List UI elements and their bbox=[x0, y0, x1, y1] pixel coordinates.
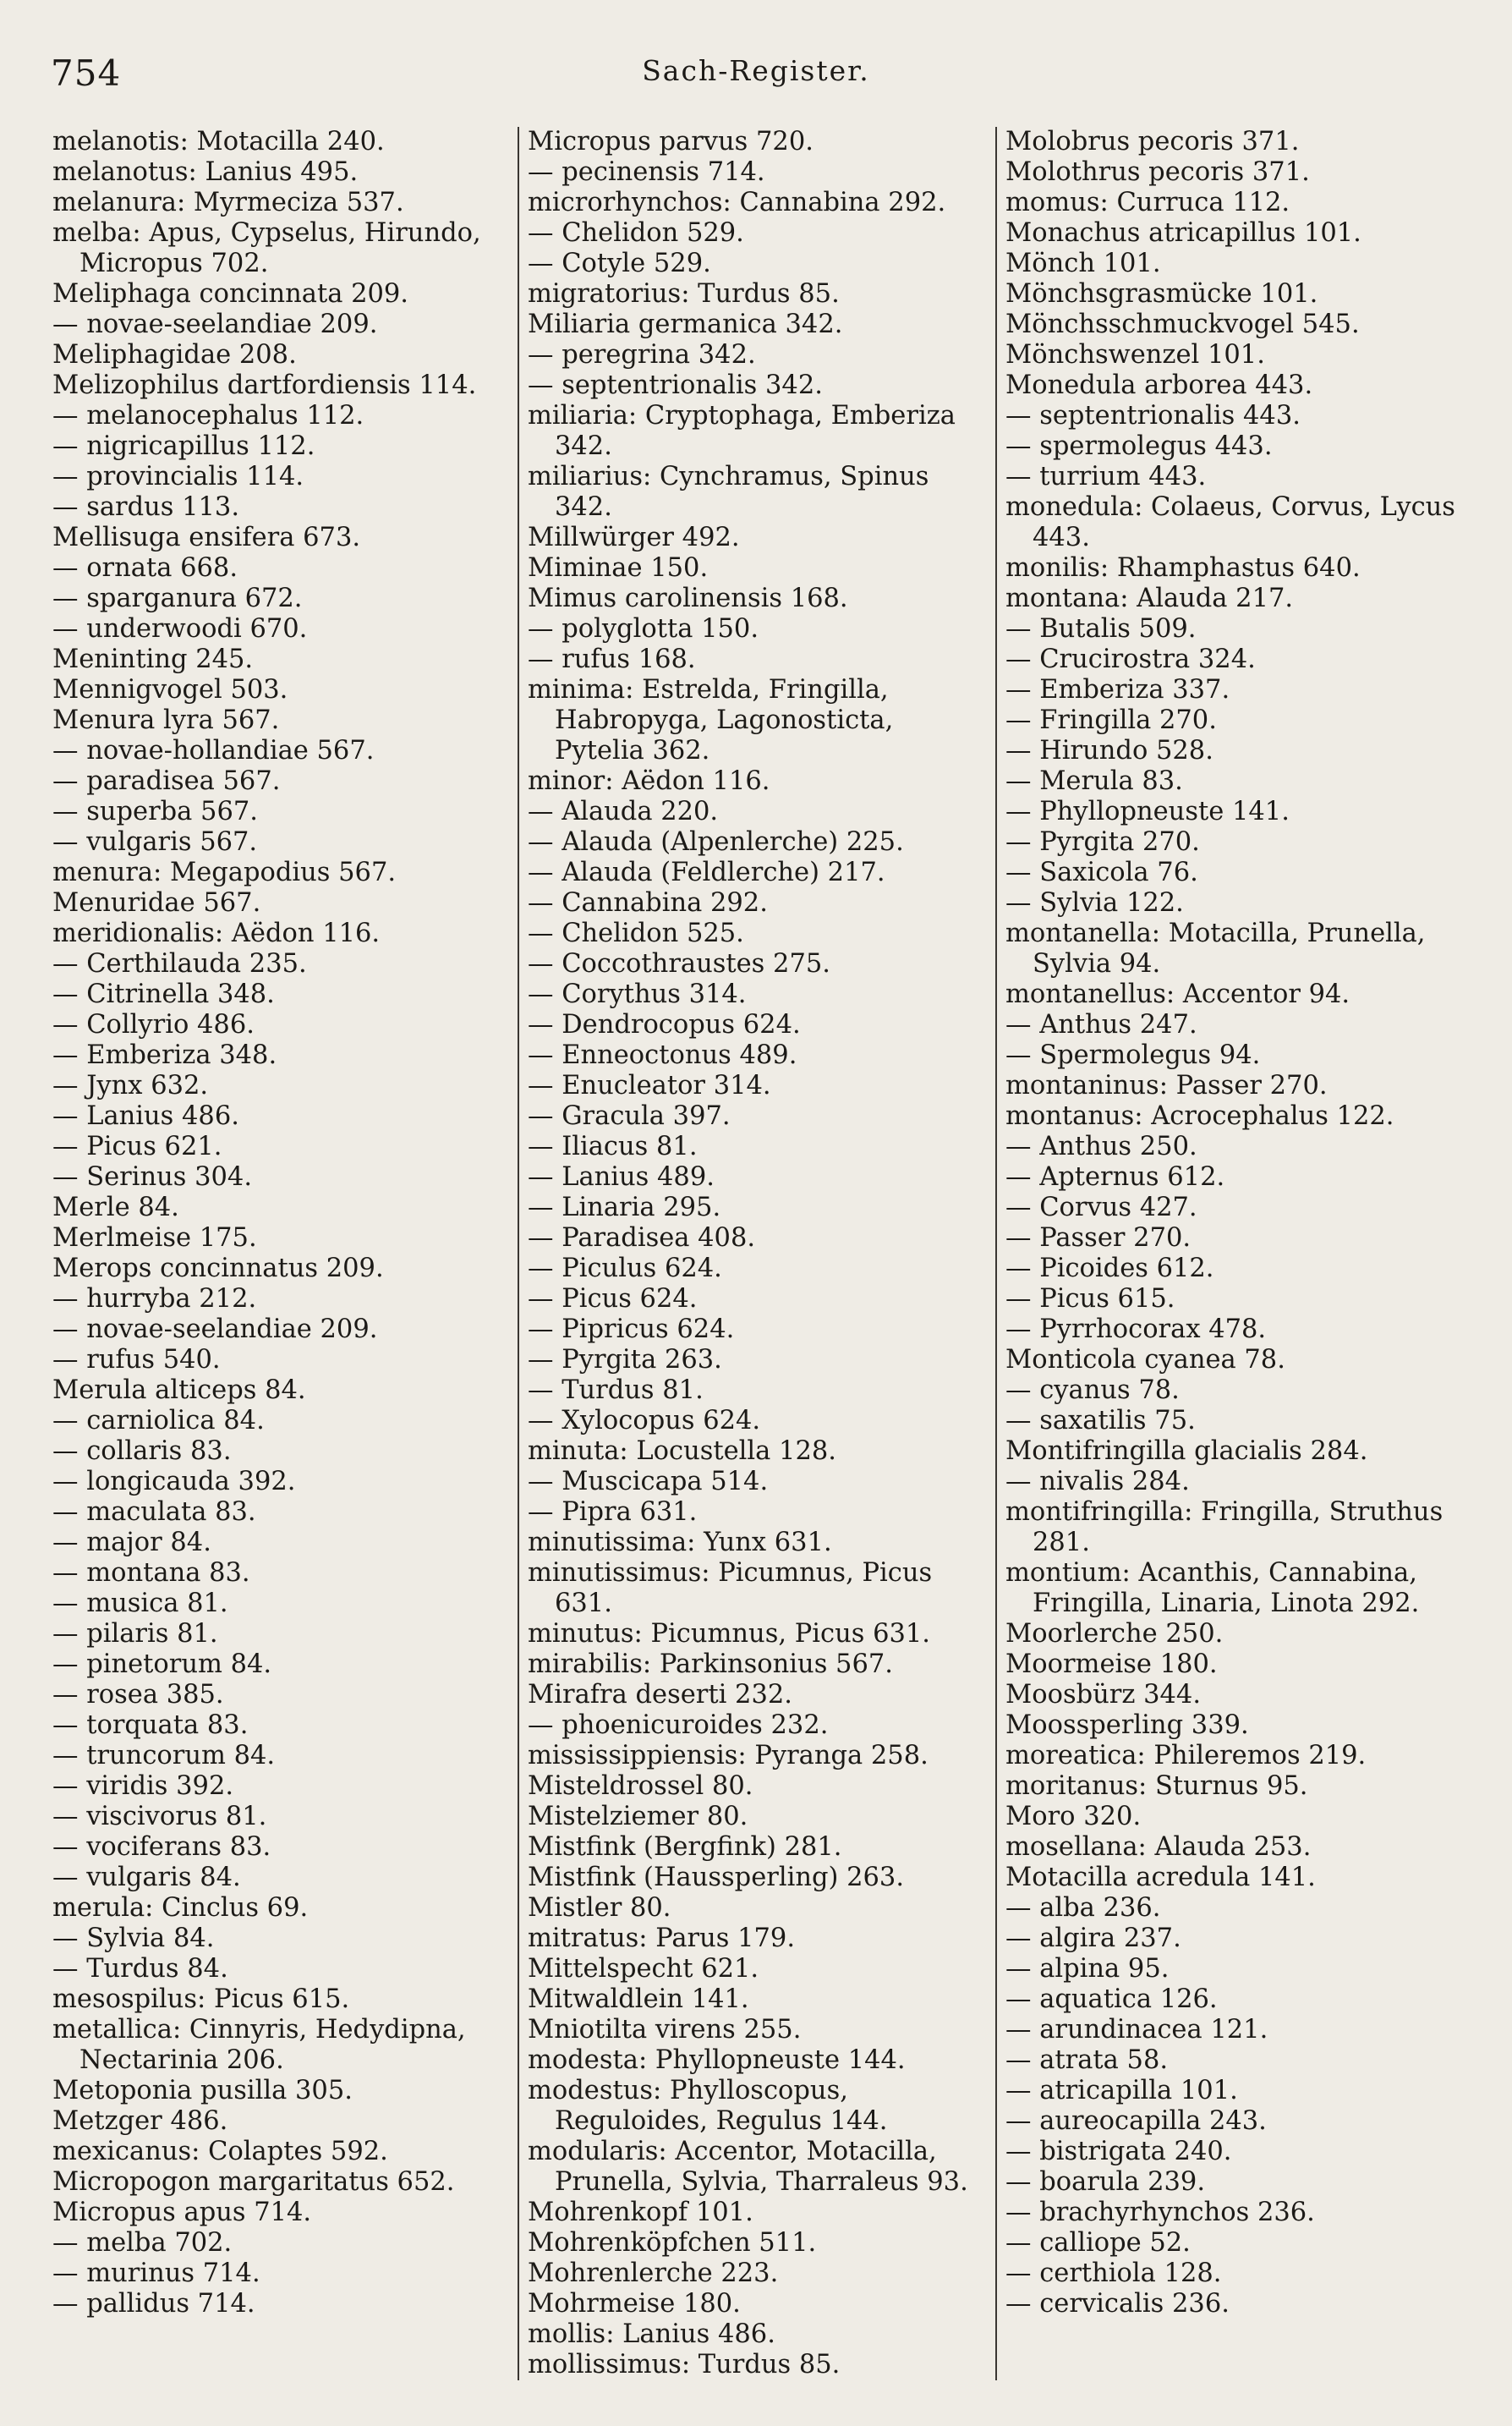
index-entry: — Pipricus 624. bbox=[528, 1315, 735, 1344]
page-number: 754 bbox=[51, 52, 122, 94]
index-entry: montanellus: Accentor 94. bbox=[1005, 980, 1350, 1009]
index-entry: — Spermolegus 94. bbox=[1005, 1040, 1261, 1070]
index-entry: minutissima: Yunx 631. bbox=[528, 1528, 832, 1557]
index-entry: — Enucleator 314. bbox=[528, 1071, 771, 1100]
index-entry: migratorius: Turdus 85. bbox=[528, 279, 840, 309]
index-entry: montanella: Motacilla, Prunella, Sylvia 94. bbox=[1005, 919, 1426, 979]
index-entry: — Emberiza 337. bbox=[1005, 675, 1230, 705]
index-entry: Monedula arborea 443. bbox=[1005, 370, 1313, 400]
index-entry: mexicanus: Colaptes 592. bbox=[52, 2137, 388, 2166]
index-entry: — Xylocopus 624. bbox=[528, 1406, 761, 1435]
index-entry: Meninting 245. bbox=[52, 645, 254, 674]
index-entry: Mistfink (Bergfink) 281. bbox=[528, 1832, 842, 1862]
index-entry: mollissimus: Turdus 85. bbox=[528, 2350, 841, 2379]
index-entry: Montifringilla glacialis 284. bbox=[1005, 1436, 1368, 1466]
index-entry: meridionalis: Aëdon 116. bbox=[52, 919, 381, 948]
index-entry: — Lanius 489. bbox=[528, 1162, 715, 1192]
index-entry: — musica 81. bbox=[52, 1589, 228, 1618]
index-entry: minima: Estrelda, Fringilla, Habropyga, Lagonosticta, Pytelia 362. bbox=[528, 675, 894, 766]
index-entry: Moro 320. bbox=[1005, 1802, 1142, 1831]
index-entry: modestus: Phylloscopus, Reguloides, Regulus 144. bbox=[528, 2076, 888, 2136]
index-entry: — rufus 540. bbox=[52, 1345, 221, 1375]
index-entry: Merops concinnatus 209. bbox=[52, 1254, 384, 1283]
index-entry: — Alauda (Feldlerche) 217. bbox=[528, 858, 885, 887]
index-entry: — Alauda (Alpenlerche) 225. bbox=[528, 827, 904, 857]
index-entry: — carniolica 84. bbox=[52, 1406, 265, 1435]
index-entry: — boarula 239. bbox=[1005, 2167, 1206, 2197]
index-column-1 bbox=[52, 127, 518, 2380]
index-entry: — paradisea 567. bbox=[52, 766, 281, 796]
index-entry: — Picus 615. bbox=[1005, 1284, 1175, 1314]
index-entry: — novae-hollandiae 567. bbox=[52, 736, 375, 766]
index-entry: — Corvus 427. bbox=[1005, 1193, 1197, 1222]
register-columns bbox=[52, 127, 1473, 2380]
index-entry: — Coccothraustes 275. bbox=[528, 949, 830, 979]
index-entry: — longicauda 392. bbox=[52, 1467, 296, 1496]
index-entry: Micropus apus 714. bbox=[52, 2198, 312, 2227]
index-entry: Mniotilta virens 255. bbox=[528, 2015, 802, 2045]
index-entry: — Picus 624. bbox=[528, 1284, 698, 1314]
index-entry: — saxatilis 75. bbox=[1005, 1406, 1196, 1435]
index-entry: — Crucirostra 324. bbox=[1005, 645, 1256, 674]
index-entry: Metoponia pusilla 305. bbox=[52, 2076, 353, 2105]
index-entry: Melizophilus dartfordiensis 114. bbox=[52, 370, 477, 400]
index-entry: — Piculus 624. bbox=[528, 1254, 722, 1283]
index-entry: Mohrenkopf 101. bbox=[528, 2198, 753, 2227]
index-entry: — pilaris 81. bbox=[52, 1619, 218, 1649]
index-entry: — Pyrgita 263. bbox=[528, 1345, 722, 1375]
index-entry: Moosbürz 344. bbox=[1005, 1680, 1202, 1710]
index-entry: Monticola cyanea 78. bbox=[1005, 1345, 1285, 1375]
index-entry: — Anthus 250. bbox=[1005, 1132, 1197, 1161]
index-entry: — viscivorus 81. bbox=[52, 1802, 267, 1831]
index-entry: montium: Acanthis, Cannabina, Fringilla, Linaria, Linota 292. bbox=[1005, 1558, 1420, 1618]
index-entry: — Sylvia 84. bbox=[52, 1924, 215, 1953]
index-entry: Metzger 486. bbox=[52, 2106, 228, 2136]
index-entry: Moossperling 339. bbox=[1005, 1710, 1249, 1740]
index-entry: momus: Curruca 112. bbox=[1005, 188, 1290, 217]
index-entry: — Cannabina 292. bbox=[528, 888, 768, 918]
index-entry: modesta: Phyllopneuste 144. bbox=[528, 2045, 906, 2075]
index-entry: Molothrus pecoris 371. bbox=[1005, 157, 1310, 187]
index-entry: melanotis: Motacilla 240. bbox=[52, 127, 385, 156]
index-entry: — nivalis 284. bbox=[1005, 1467, 1190, 1496]
index-entry: Motacilla acredula 141. bbox=[1005, 1863, 1316, 1892]
index-entry: Mistelziemer 80. bbox=[528, 1802, 748, 1831]
index-entry: — torquata 83. bbox=[52, 1710, 249, 1740]
index-entry: minutissimus: Picumnus, Picus 631. bbox=[528, 1558, 933, 1618]
index-entry: — alba 236. bbox=[1005, 1893, 1161, 1923]
index-entry: — Anthus 247. bbox=[1005, 1010, 1197, 1040]
index-entry: montifringilla: Fringilla, Struthus 281. bbox=[1005, 1497, 1444, 1557]
index-entry: moreatica: Phileremos 219. bbox=[1005, 1741, 1367, 1770]
index-entry: — melanocephalus 112. bbox=[52, 401, 364, 431]
index-entry: Mönchsschmuckvogel 545. bbox=[1005, 310, 1360, 339]
index-entry: — truncorum 84. bbox=[52, 1741, 276, 1770]
index-entry: — alpina 95. bbox=[1005, 1954, 1170, 1984]
index-entry: — Saxicola 76. bbox=[1005, 858, 1198, 887]
index-entry: — Butalis 509. bbox=[1005, 614, 1197, 644]
index-entry: — spermolegus 443. bbox=[1005, 431, 1273, 461]
index-entry: Mittelspecht 621. bbox=[528, 1954, 759, 1984]
index-entry: Mohrenköpfchen 511. bbox=[528, 2228, 817, 2258]
index-entry: Moorlerche 250. bbox=[1005, 1619, 1224, 1649]
index-entry: — atrata 58. bbox=[1005, 2045, 1169, 2075]
index-entry: miliarius: Cynchramus, Spinus 342. bbox=[528, 462, 929, 522]
index-entry: — arundinacea 121. bbox=[1005, 2015, 1268, 2045]
index-entry: — major 84. bbox=[52, 1528, 211, 1557]
index-entry: — brachyrhynchos 236. bbox=[1005, 2198, 1315, 2227]
index-entry: — Cotyle 529. bbox=[528, 249, 711, 278]
index-entry: — Citrinella 348. bbox=[52, 980, 275, 1009]
index-entry: monedula: Colaeus, Corvus, Lycus 443. bbox=[1005, 492, 1455, 552]
index-entry: monilis: Rhamphastus 640. bbox=[1005, 553, 1361, 583]
index-entry: Mellisuga ensifera 673. bbox=[52, 523, 361, 552]
index-entry: — provincialis 114. bbox=[52, 462, 304, 491]
index-entry: — aureocapilla 243. bbox=[1005, 2106, 1267, 2136]
index-entry: — Pyrgita 270. bbox=[1005, 827, 1200, 857]
index-entry: melanotus: Lanius 495. bbox=[52, 157, 359, 187]
index-entry: Meliphaga concinnata 209. bbox=[52, 279, 408, 309]
index-entry: — Hirundo 528. bbox=[1005, 736, 1213, 766]
index-entry: — Pipra 631. bbox=[528, 1497, 698, 1527]
index-entry: — Phyllopneuste 141. bbox=[1005, 797, 1290, 826]
index-entry: Molobrus pecoris 371. bbox=[1005, 127, 1300, 156]
index-entry: — calliope 52. bbox=[1005, 2228, 1191, 2258]
index-column-2 bbox=[518, 127, 995, 2380]
index-entry: — Paradisea 408. bbox=[528, 1223, 756, 1253]
index-entry: — Pyrrhocorax 478. bbox=[1005, 1315, 1267, 1344]
index-entry: — polyglotta 150. bbox=[528, 614, 759, 644]
index-entry: — pinetorum 84. bbox=[52, 1649, 272, 1679]
index-entry: — Chelidon 529. bbox=[528, 218, 744, 248]
index-entry: Mimus carolinensis 168. bbox=[528, 584, 848, 613]
index-entry: — Enneoctonus 489. bbox=[528, 1040, 797, 1070]
index-entry: — Certhilauda 235. bbox=[52, 949, 307, 979]
index-entry: Misteldrossel 80. bbox=[528, 1771, 753, 1801]
index-entry: — aquatica 126. bbox=[1005, 1984, 1218, 2014]
index-entry: — Gracula 397. bbox=[528, 1101, 731, 1131]
index-entry: — collaris 83. bbox=[52, 1436, 232, 1466]
index-entry: — sardus 113. bbox=[52, 492, 240, 522]
index-entry: montanus: Acrocephalus 122. bbox=[1005, 1101, 1394, 1131]
index-entry: — Turdus 81. bbox=[528, 1375, 704, 1405]
index-entry: — septentrionalis 443. bbox=[1005, 401, 1301, 431]
index-entry: Moormeise 180. bbox=[1005, 1649, 1218, 1679]
index-entry: — nigricapillus 112. bbox=[52, 431, 315, 461]
index-entry: — underwoodi 670. bbox=[52, 614, 308, 644]
index-entry: — peregrina 342. bbox=[528, 340, 756, 370]
index-entry: — melba 702. bbox=[52, 2228, 233, 2258]
index-entry: Menura lyra 567. bbox=[52, 705, 280, 735]
index-entry: — pallidus 714. bbox=[52, 2289, 255, 2319]
index-entry: — Dendrocopus 624. bbox=[528, 1010, 801, 1040]
index-entry: moritanus: Sturnus 95. bbox=[1005, 1771, 1308, 1801]
index-entry: Millwürger 492. bbox=[528, 523, 740, 552]
index-entry: Miliaria germanica 342. bbox=[528, 310, 843, 339]
index-entry: — Merula 83. bbox=[1005, 766, 1183, 796]
index-entry: Mistler 80. bbox=[528, 1893, 671, 1923]
index-entry: — Turdus 84. bbox=[52, 1954, 228, 1984]
index-entry: Mönchsgrasmücke 101. bbox=[1005, 279, 1318, 309]
index-entry: — superba 567. bbox=[52, 797, 258, 826]
index-entry: — pecinensis 714. bbox=[528, 157, 765, 187]
index-entry: Miminae 150. bbox=[528, 553, 709, 583]
index-entry: Merle 84. bbox=[52, 1193, 179, 1222]
index-entry: — rosea 385. bbox=[52, 1680, 224, 1710]
index-entry: — algira 237. bbox=[1005, 1924, 1181, 1953]
index-entry: Mennigvogel 503. bbox=[52, 675, 288, 705]
index-entry: miliaria: Cryptophaga, Emberiza 342. bbox=[528, 401, 956, 461]
index-entry: — Apternus 612. bbox=[1005, 1162, 1225, 1192]
index-entry: mitratus: Parus 179. bbox=[528, 1924, 796, 1953]
index-entry: — Chelidon 525. bbox=[528, 919, 744, 948]
index-entry: — murinus 714. bbox=[52, 2259, 260, 2288]
index-entry: — rufus 168. bbox=[528, 645, 696, 674]
index-entry: Menuridae 567. bbox=[52, 888, 261, 918]
index-entry: menura: Megapodius 567. bbox=[52, 858, 397, 887]
index-entry: — Serinus 304. bbox=[52, 1162, 253, 1192]
index-entry: minuta: Locustella 128. bbox=[528, 1436, 836, 1466]
index-entry: — bistrigata 240. bbox=[1005, 2137, 1232, 2166]
index-entry: — Corythus 314. bbox=[528, 980, 747, 1009]
index-entry: — maculata 83. bbox=[52, 1497, 256, 1527]
index-entry: — vociferans 83. bbox=[52, 1832, 271, 1862]
index-entry: — Sylvia 122. bbox=[1005, 888, 1184, 918]
index-entry: Mönchswenzel 101. bbox=[1005, 340, 1265, 370]
index-entry: Mitwaldlein 141. bbox=[528, 1984, 749, 2014]
index-entry: — Muscicapa 514. bbox=[528, 1467, 769, 1496]
index-entry: minutus: Picumnus, Picus 631. bbox=[528, 1619, 930, 1649]
index-entry: — montana 83. bbox=[52, 1558, 250, 1588]
index-entry: Micropus parvus 720. bbox=[528, 127, 814, 156]
index-entry: metallica: Cinnyris, Hedydipna, Nectarinia 206. bbox=[52, 2015, 466, 2075]
index-entry: Mohrenlerche 223. bbox=[528, 2259, 779, 2288]
index-entry: Mirafra deserti 232. bbox=[528, 1680, 792, 1710]
index-entry: — novae-seelandiae 209. bbox=[52, 310, 378, 339]
index-entry: mosellana: Alauda 253. bbox=[1005, 1832, 1312, 1862]
index-entry: — Jynx 632. bbox=[52, 1071, 209, 1100]
index-entry: — Iliacus 81. bbox=[528, 1132, 698, 1161]
index-entry: Micropogon margaritatus 652. bbox=[52, 2167, 455, 2197]
index-entry: — vulgaris 567. bbox=[52, 827, 258, 857]
index-entry: — Emberiza 348. bbox=[52, 1040, 277, 1070]
index-entry: — novae-seelandiae 209. bbox=[52, 1315, 378, 1344]
index-entry: — septentrionalis 342. bbox=[528, 370, 823, 400]
index-entry: — sparganura 672. bbox=[52, 584, 303, 613]
index-entry: — cyanus 78. bbox=[1005, 1375, 1180, 1405]
index-entry: — atricapilla 101. bbox=[1005, 2076, 1238, 2105]
index-entry: melanura: Myrmeciza 537. bbox=[52, 188, 404, 217]
index-entry: microrhynchos: Cannabina 292. bbox=[528, 188, 946, 217]
index-entry: — Fringilla 270. bbox=[1005, 705, 1217, 735]
index-entry: Mistfink (Haussperling) 263. bbox=[528, 1863, 905, 1892]
index-entry: — ornata 668. bbox=[52, 553, 238, 583]
index-entry: — viridis 392. bbox=[52, 1771, 234, 1801]
index-entry: — vulgaris 84. bbox=[52, 1863, 241, 1892]
index-entry: — Picoides 612. bbox=[1005, 1254, 1214, 1283]
index-entry: Monachus atricapillus 101. bbox=[1005, 218, 1361, 248]
index-entry: — Lanius 486. bbox=[52, 1101, 239, 1131]
index-entry: — certhiola 128. bbox=[1005, 2259, 1222, 2288]
index-entry: mollis: Lanius 486. bbox=[528, 2319, 775, 2349]
index-entry: Mönch 101. bbox=[1005, 249, 1161, 278]
index-entry: — Linaria 295. bbox=[528, 1193, 721, 1222]
index-entry: — turrium 443. bbox=[1005, 462, 1207, 491]
index-entry: — Picus 621. bbox=[52, 1132, 222, 1161]
index-entry: melba: Apus, Cypselus, Hirundo, Micropus 702. bbox=[52, 218, 481, 278]
index-entry: Merula alticeps 84. bbox=[52, 1375, 306, 1405]
index-entry: Meliphagidae 208. bbox=[52, 340, 297, 370]
index-entry: modularis: Accentor, Motacilla, Prunella, Sylvia, Tharraleus 93. bbox=[528, 2137, 968, 2197]
index-entry: — Passer 270. bbox=[1005, 1223, 1192, 1253]
index-entry: merula: Cinclus 69. bbox=[52, 1893, 309, 1923]
index-entry: mirabilis: Parkinsonius 567. bbox=[528, 1649, 893, 1679]
index-column-3 bbox=[995, 127, 1473, 2380]
index-entry: montaninus: Passer 270. bbox=[1005, 1071, 1328, 1100]
index-entry: — hurryba 212. bbox=[52, 1284, 257, 1314]
index-entry: — Alauda 220. bbox=[528, 797, 719, 826]
index-entry: Merlmeise 175. bbox=[52, 1223, 257, 1253]
index-entry: mississippiensis: Pyranga 258. bbox=[528, 1741, 929, 1770]
index-entry: — phoenicuroides 232. bbox=[528, 1710, 829, 1740]
index-entry: minor: Aëdon 116. bbox=[528, 766, 770, 796]
index-entry: mesospilus: Picus 615. bbox=[52, 1984, 350, 2014]
index-entry: — cervicalis 236. bbox=[1005, 2289, 1230, 2319]
index-entry: Mohrmeise 180. bbox=[528, 2289, 741, 2319]
index-entry: montana: Alauda 217. bbox=[1005, 584, 1294, 613]
running-title: Sach-Register. bbox=[642, 54, 870, 87]
index-entry: — Collyrio 486. bbox=[52, 1010, 255, 1040]
